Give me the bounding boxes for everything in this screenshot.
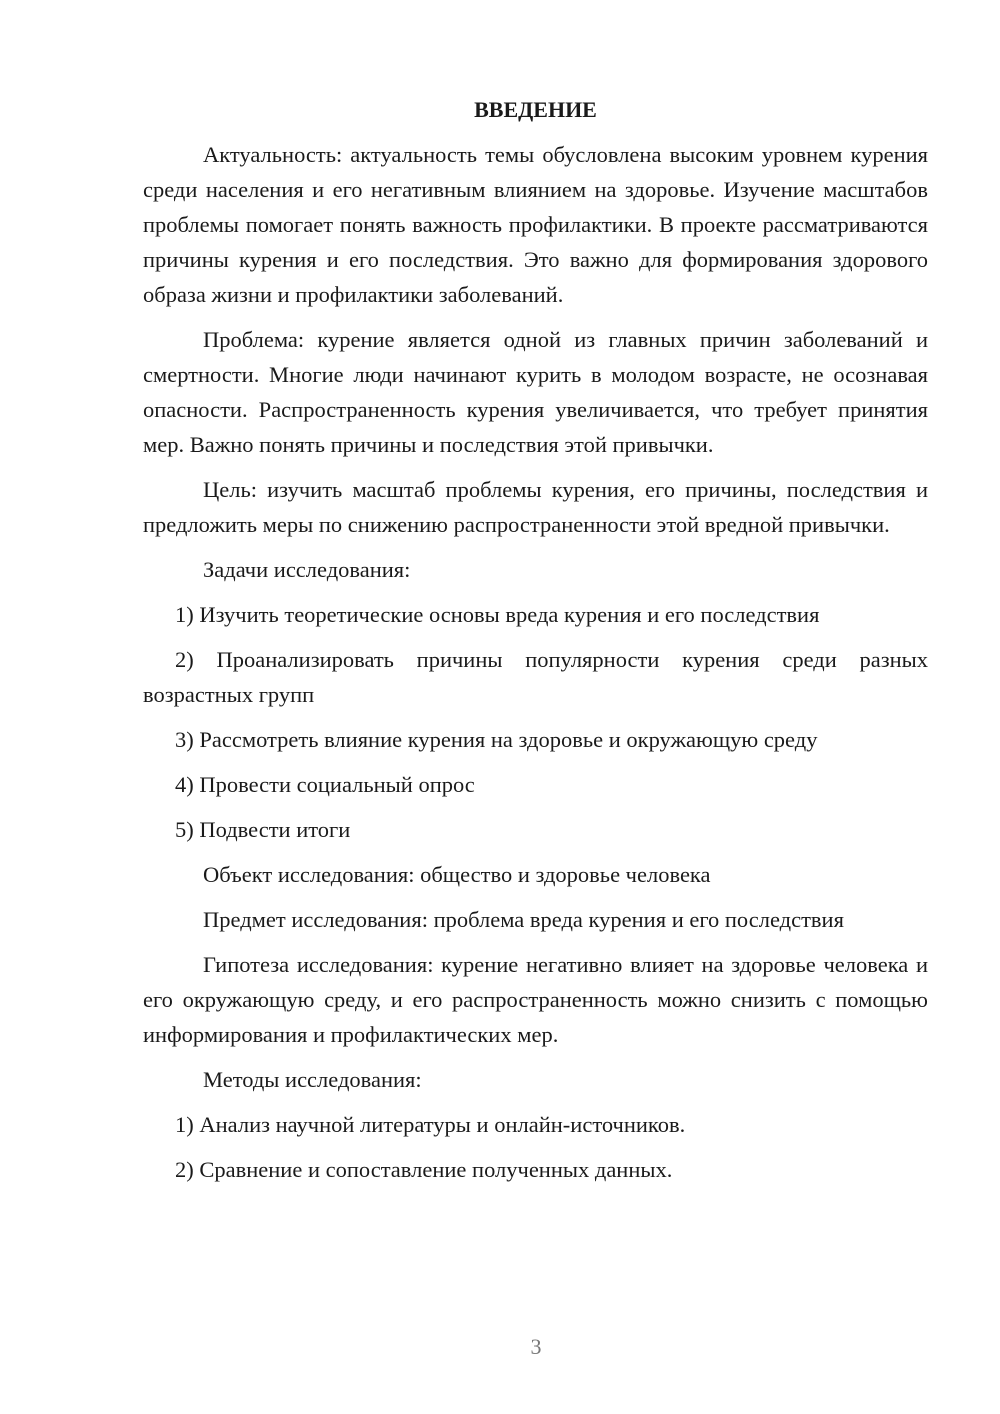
page-number: 3 — [530, 1334, 542, 1359]
subject-paragraph: Предмет исследования: проблема вреда курения и его последствия — [203, 907, 844, 932]
task-item-2: 2) Проанализировать причины популярности курения среди разных возрастных групп — [143, 647, 928, 707]
problem-paragraph: Проблема: курение является одной из главных причин заболеваний и смертности. Многие люди начинают курить в молодом возрасте, не осознавая опасности. Распространенность курения увеличивается, что требует принятия мер. Важно понять причины и последствия этой привычки. — [143, 327, 928, 457]
object-paragraph: Объект исследования: общество и здоровье человека — [203, 862, 711, 887]
task-item-3: 3) Рассмотреть влияние курения на здоровье и окружающую среду — [175, 727, 818, 752]
task-item-4: 4) Провести социальный опрос — [175, 772, 475, 797]
document-page — [143, 92, 928, 1197]
page-title: ВВЕДЕНИЕ — [474, 97, 597, 122]
method-item-2: 2) Сравнение и сопоставление полученных данных. — [175, 1157, 673, 1182]
tasks-heading: Задачи исследования: — [203, 557, 411, 582]
relevance-paragraph: Актуальность: актуальность темы обусловлена высоким уровнем курения среди населения и его негативным влиянием на здоровье. Изучение масштабов проблемы помогает понять важность профилактики. В проекте рассматриваются причины курения и его последствия. Это важно для формирования здорового образа жизни и профилактики заболеваний. — [143, 142, 928, 307]
methods-heading: Методы исследования: — [203, 1067, 422, 1092]
method-item-1: 1) Анализ научной литературы и онлайн-источников. — [175, 1112, 686, 1137]
goal-paragraph: Цель: изучить масштаб проблемы курения, его причины, последствия и предложить меры по снижению распространенности этой вредной привычки. — [143, 477, 928, 537]
hypothesis-paragraph: Гипотеза исследования: курение негативно влияет на здоровье человека и его окружающую среду, и его распространенность можно снизить с помощью информирования и профилактических мер. — [143, 952, 928, 1047]
task-item-5: 5) Подвести итоги — [175, 817, 351, 842]
task-item-1: 1) Изучить теоретические основы вреда курения и его последствия — [175, 602, 820, 627]
